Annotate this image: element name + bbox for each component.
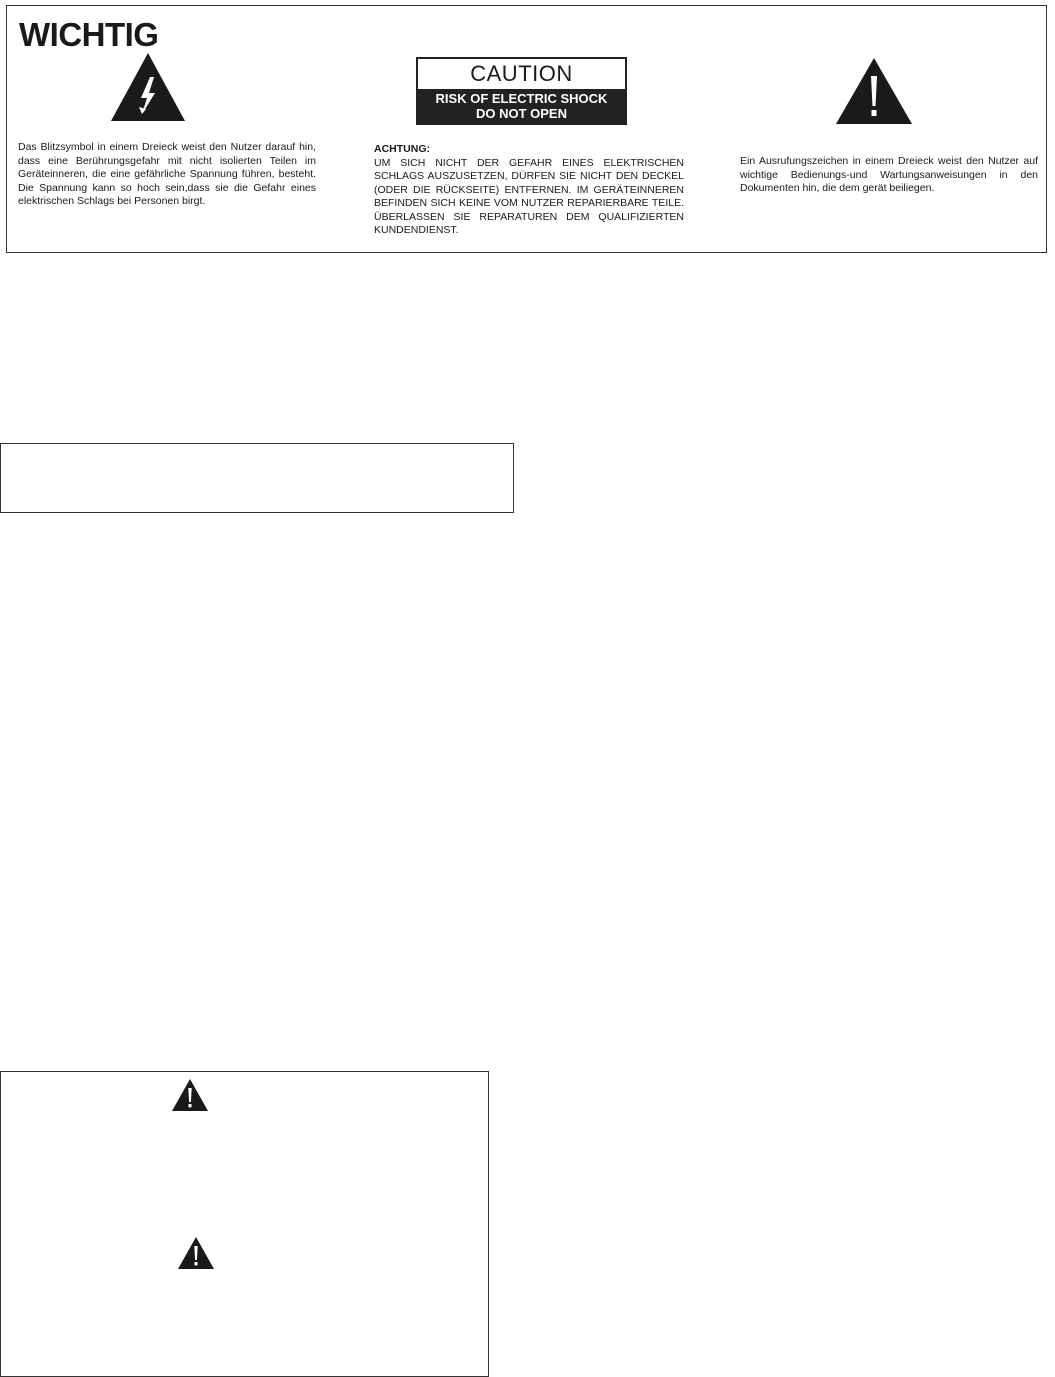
warning-triangle-icon [171,1078,209,1112]
exclamation-warning-icon [834,56,914,126]
lightning-warning-icon [109,51,187,123]
caution-label [416,57,627,125]
page-title: WICHTIG [19,16,159,53]
lightning-symbol-explanation: Das Blitzsymbol in einem Dreieck weist den Nutzer darauf hin, dass eine Berührungsgefahr mit nicht isolierten Teilen im Geräteinneren, die eine gefährliche Spannung führen, besteht. Die Spannung kann so hoch sein,dass sie die Gefahr eines elektrischen Schlags bei Personen birgt. [18,141,316,207]
caution-warning-band [418,89,625,123]
warning-triangle-icon [177,1236,215,1270]
caution-line-2: DO NOT OPEN [475,106,567,121]
warning-notice-box [0,1071,489,1377]
caution-line-1: RISK OF ELECTRIC SHOCK [435,91,608,106]
important-safety-box [6,5,1047,253]
achtung-heading: ACHTUNG: [374,143,430,155]
notice-box-empty [0,443,514,513]
achtung-notice [374,143,684,238]
caution-heading: CAUTION [470,61,573,86]
achtung-text: UM SICH NICHT DER GEFAHR EINES ELEKTRISCHEN SCHLAGS AUSZUSETZEN, DÜRFEN SIE NICHT DEN DECKEL (ODER DIE RÜCKSEITE) ENTFERNEN. IM GERÄTEINNEREN BEFINDEN SICH KEINE VOM NUTZER REPARIERBARE TEILE. ÜBERLASSEN SIE REPARATUREN DEM QUALIFIZIERTEN KUNDENDIENST. [374,156,684,236]
exclamation-symbol-explanation: Ein Ausrufungszeichen in einem Dreieck weist den Nutzer auf wichtige Bedienungs-und Wartungsanweisungen in den Dokumenten hin, die dem gerät beiliegen. [740,155,1038,194]
